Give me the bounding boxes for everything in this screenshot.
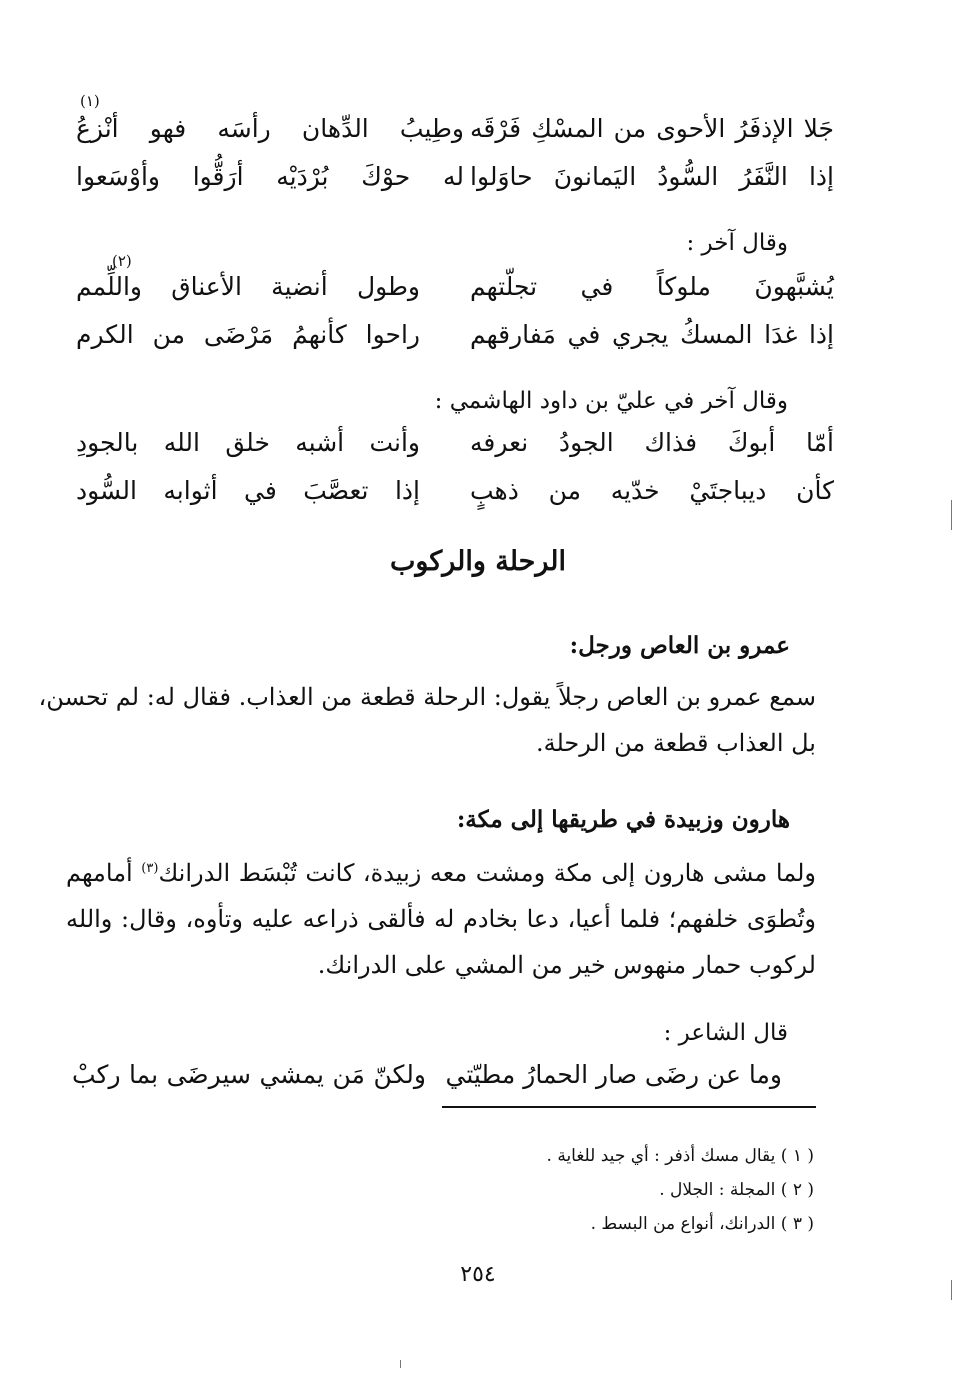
poem3-intro: وقال آخر في عليّ بن داود الهاشمي : bbox=[434, 388, 788, 414]
poem2-line1-first-hemistich: يُشبَّهونَ ملوكاً في تجلّتهم bbox=[470, 272, 834, 301]
story2-line-1 bbox=[66, 852, 816, 890]
scan-mark bbox=[400, 1360, 401, 1368]
poem1-line1-second-hemistich bbox=[76, 112, 464, 146]
footnote-ref-2: (٢) bbox=[112, 252, 132, 270]
poem1-line2-second-hemistich: له حوْكَ بُرْدَيْه أرَقُّوا وأوْسَعوا bbox=[76, 162, 464, 191]
story1-title: عمرو بن العاص ورجل: bbox=[569, 632, 790, 659]
story1-body bbox=[38, 680, 816, 760]
poem2-line2-first-hemistich: إذا غدَا المسكُ يجري في مَفارقهم bbox=[470, 320, 834, 349]
story1-line-2: بل العذاب قطعة من الرحلة. bbox=[535, 729, 816, 757]
story2-line-3: لركوب حمار منهوس خير من المشي على الدرانك. bbox=[317, 951, 816, 979]
poem3-line2-second-hemistich: إذا تعصَّبَ في أثوابه السُّود bbox=[76, 476, 420, 505]
story2-line-1-end: أمامهم bbox=[66, 859, 133, 887]
poem1-line1-first-hemistich: جَلا الإذفَرُ الأحوى من المسْكِ فَرْقَه bbox=[470, 114, 834, 143]
story2-line-2: وتُطوَى خلفهم؛ فلما أعيا، دعا بخادم له فألقى ذراعه عليه وتأوه، وقال: والله bbox=[66, 905, 816, 933]
poem2-line1-second-hemistich: وطول أنضية الأعناق واللِّمم bbox=[76, 272, 420, 301]
poem4-first-hemistich: وما عن رضَى صار الحمارُ مطيّتي bbox=[445, 1060, 782, 1089]
scan-mark bbox=[951, 1280, 952, 1300]
poem3-line1-first-hemistich: أمّا أبوكَ فذاك الجودُ نعرفه bbox=[470, 428, 834, 457]
poem2-intro: وقال آخر : bbox=[686, 230, 788, 256]
footnote-2: ( ٢ ) المجلة : الجلال . bbox=[659, 1180, 814, 1200]
poem2-line2-second-hemistich: راحوا كأنهمُ مَرْضَى من الكرم bbox=[76, 320, 420, 349]
poem4-second-hemistich: ولكنّ مَن يمشي سيرضَى بما ركبْ bbox=[72, 1060, 426, 1089]
footnote-3: ( ٣ ) الدرانك، أنواع من البسط . bbox=[590, 1214, 814, 1234]
footnote-ref-3: (٣) bbox=[141, 861, 159, 876]
footnote-divider bbox=[442, 1106, 816, 1108]
poem3-line1-second-hemistich: وأنت أشبه خلق الله بالجودِ bbox=[76, 428, 420, 457]
poem1-line2-first-hemistich: إذا النَّفَرُ السُّودُ اليَمانونَ حاوَلوا bbox=[470, 162, 834, 191]
story1-line-1: سمع عمرو بن العاص رجلاً يقول: الرحلة قطعة من العذاب. فقال له: لم تحسن، bbox=[38, 683, 816, 711]
page-number: ٢٥٤ bbox=[460, 1262, 496, 1287]
story2-title: هارون وزبيدة في طريقها إلى مكة: bbox=[456, 806, 790, 833]
poem3-line2-first-hemistich: كأن ديباجتَيْ خدّيه من ذهبٍ bbox=[470, 476, 834, 505]
footnote-ref-1: (١) bbox=[80, 92, 100, 110]
footnote-1: ( ١ ) يقال مسك أذفر : أي جيد للغاية . bbox=[546, 1146, 814, 1166]
story2-body bbox=[66, 852, 816, 982]
poem4-intro: قال الشاعر : bbox=[663, 1020, 788, 1046]
hemistich-text: وطِيبُ الدِّهان رأسَه فهو أنْزعُ bbox=[76, 114, 464, 143]
story2-line-1-text: ولما مشى هارون إلى مكة ومشت معه زبيدة، كانت تُبْسَط الدرانك bbox=[158, 859, 817, 887]
scan-mark bbox=[951, 500, 952, 530]
section-title: الرحلة والركوب bbox=[389, 546, 566, 577]
